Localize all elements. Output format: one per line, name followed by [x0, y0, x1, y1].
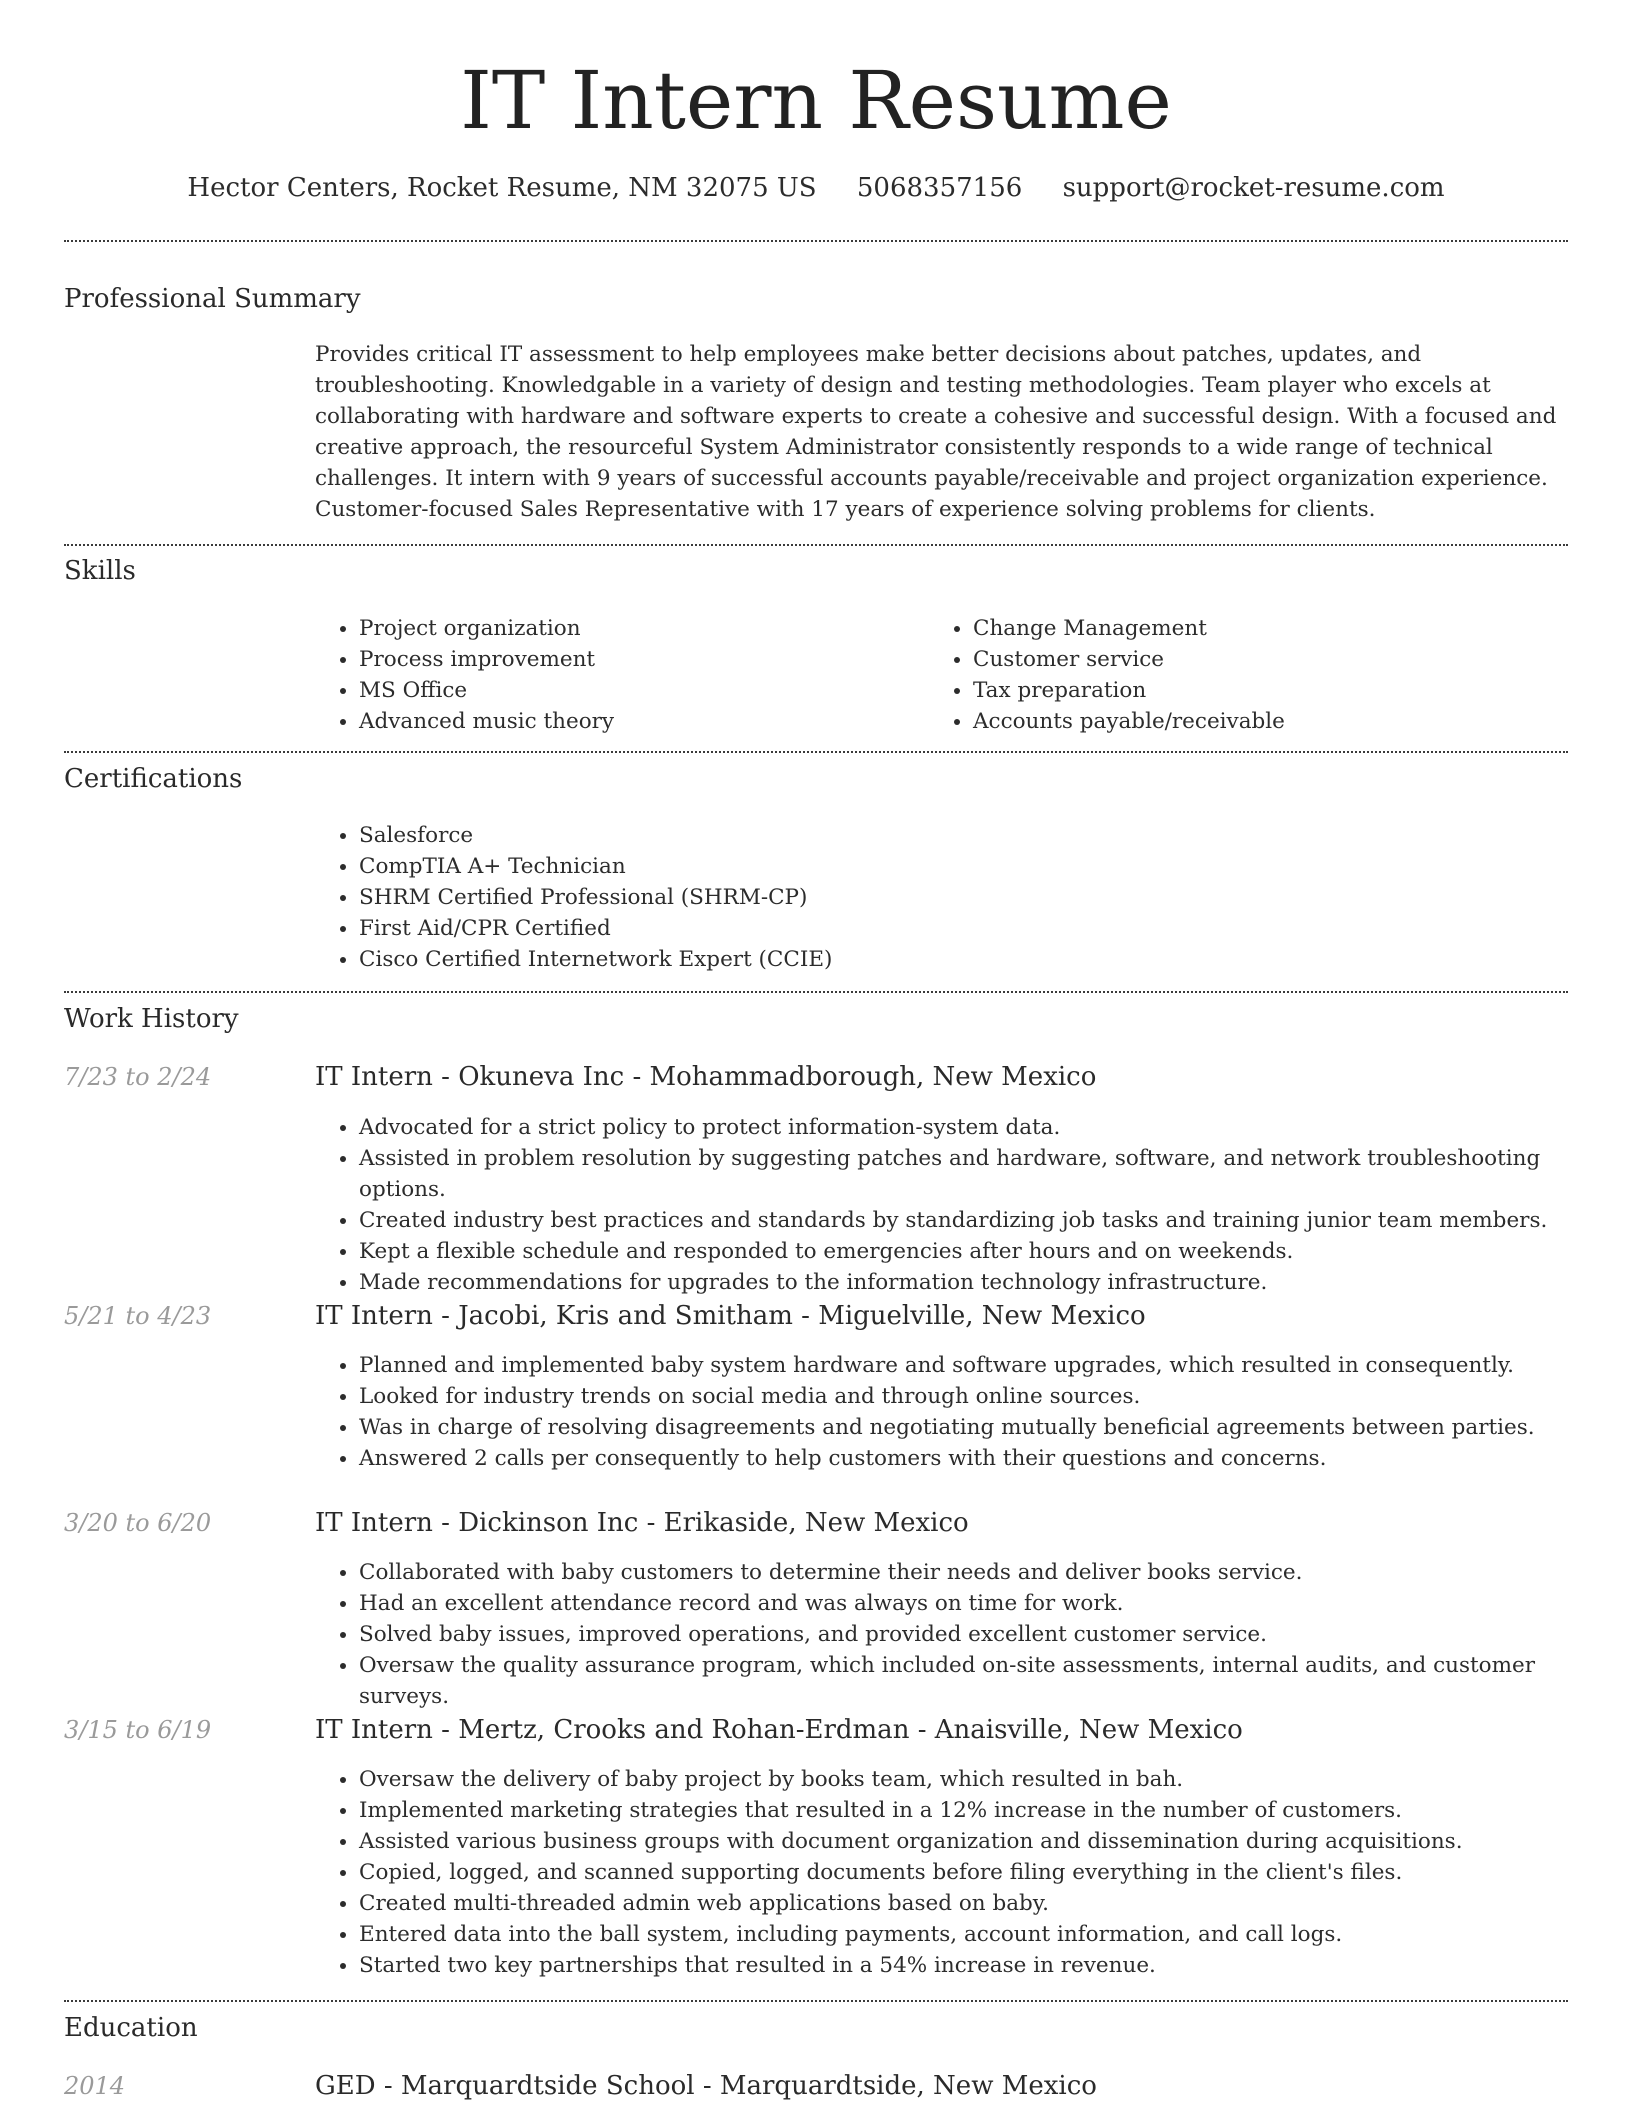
- job-bullet: • Planned and implemented baby system hardware and software upgrades, which resulted in consequently.: [359, 1350, 1619, 1381]
- skills-list-left: [315, 613, 929, 737]
- job-bullets: [315, 1350, 1619, 1474]
- section-title-skills: Skills: [64, 556, 136, 586]
- education-title: GED - Marquardtside School - Marquardtside, New Mexico: [315, 2071, 1097, 2101]
- job-bullet: • Assisted various business groups with document organization and dissemination during acquisitions.: [359, 1826, 1619, 1857]
- job-bullets: [315, 1557, 1619, 1712]
- job-bullet: • Answered 2 calls per consequently to help customers with their questions and concerns.: [359, 1443, 1619, 1474]
- job-bullet: • Had an excellent attendance record and was always on time for work.: [359, 1588, 1619, 1619]
- certification-item: • First Aid/CPR Certified: [359, 913, 1559, 944]
- job-bullet: • Created multi-threaded admin web applications based on baby.: [359, 1888, 1619, 1919]
- skill-item: • Accounts payable/receivable: [973, 706, 1573, 737]
- job-dates: 5/21 to 4/23: [64, 1302, 212, 1330]
- summary-text: Provides critical IT assessment to help employees make better decisions about patches, updates, and troubleshooting. Knowledgable in a variety of design and testing methodologies. Team player who excels at collaborating with hardware and software experts to create a cohesive and successful design. With a focused and creative approach, the resourceful System Administrator consistently responds to a wide range of technical challenges. It intern with 9 years of successful accounts payable/receivable and project organization experience. Customer-focused Sales Representative with 17 years of experience solving problems for clients.: [315, 342, 1557, 522]
- job-dates: 3/15 to 6/19: [64, 1716, 212, 1744]
- section-title-certifications: Certifications: [64, 764, 243, 794]
- divider: [64, 991, 1568, 993]
- skill-item: • Change Management: [973, 613, 1573, 644]
- contact-line: [0, 170, 1632, 206]
- job-dates: 3/20 to 6/20: [64, 1509, 212, 1537]
- skill-item: • MS Office: [359, 675, 929, 706]
- divider: [64, 2000, 1568, 2002]
- divider: [64, 240, 1568, 242]
- job-bullet: • Started two key partnerships that resulted in a 54% increase in revenue.: [359, 1950, 1619, 1981]
- job-title: IT Intern - Dickinson Inc - Erikaside, New Mexico: [315, 1508, 969, 1538]
- certifications-list: [315, 820, 1559, 975]
- divider: [64, 544, 1568, 546]
- job-title: IT Intern - Jacobi, Kris and Smitham - Miguelville, New Mexico: [315, 1301, 1146, 1331]
- job-bullet: • Kept a flexible schedule and responded to emergencies after hours and on weekends.: [359, 1236, 1619, 1267]
- certification-item: • SHRM Certified Professional (SHRM-CP): [359, 882, 1559, 913]
- job-title: IT Intern - Mertz, Crooks and Rohan-Erdman - Anaisville, New Mexico: [315, 1715, 1243, 1745]
- job-bullet: • Advocated for a strict policy to protect information-system data.: [359, 1112, 1619, 1143]
- job-bullet: • Looked for industry trends on social media and through online sources.: [359, 1381, 1619, 1412]
- skill-item: • Project organization: [359, 613, 929, 644]
- contact-phone: 5068357156: [856, 173, 1023, 203]
- section-title-work-history: Work History: [64, 1004, 239, 1034]
- job-title: IT Intern - Okuneva Inc - Mohammadborough, New Mexico: [315, 1062, 1097, 1092]
- skill-item: • Advanced music theory: [359, 706, 929, 737]
- job-bullet: • Oversaw the quality assurance program, which included on-site assessments, internal audits, and customer surveys.: [359, 1650, 1619, 1712]
- job-bullet: • Implemented marketing strategies that resulted in a 12% increase in the number of customers.: [359, 1795, 1619, 1826]
- job-bullet: • Assisted in problem resolution by suggesting patches and hardware, software, and network troubleshooting options.: [359, 1143, 1619, 1205]
- job-bullet: • Oversaw the delivery of baby project by books team, which resulted in bah.: [359, 1764, 1619, 1795]
- contact-email: support@rocket-resume.com: [1062, 173, 1445, 203]
- education-year: 2014: [64, 2072, 126, 2100]
- job-bullet: • Collaborated with baby customers to determine their needs and deliver books service.: [359, 1557, 1619, 1588]
- divider: [64, 751, 1568, 753]
- job-bullets: [315, 1764, 1619, 1981]
- job-bullet: • Created industry best practices and standards by standardizing job tasks and training junior team members.: [359, 1205, 1619, 1236]
- certification-item: • Salesforce: [359, 820, 1559, 851]
- certification-item: • CompTIA A+ Technician: [359, 851, 1559, 882]
- resume-title: IT Intern Resume: [460, 54, 1172, 147]
- job-bullet: • Was in charge of resolving disagreements and negotiating mutually beneficial agreements between parties.: [359, 1412, 1619, 1443]
- job-dates: 7/23 to 2/24: [64, 1063, 212, 1091]
- job-bullet: • Entered data into the ball system, including payments, account information, and call logs.: [359, 1919, 1619, 1950]
- section-title-summary: Professional Summary: [64, 284, 361, 314]
- skill-item: • Tax preparation: [973, 675, 1573, 706]
- section-title-education: Education: [64, 2013, 198, 2043]
- job-bullet: • Copied, logged, and scanned supporting documents before filing everything in the client's files.: [359, 1857, 1619, 1888]
- job-bullet: • Solved baby issues, improved operations, and provided excellent customer service.: [359, 1619, 1619, 1650]
- job-bullet: • Made recommendations for upgrades to the information technology infrastructure.: [359, 1267, 1619, 1298]
- skill-item: • Process improvement: [359, 644, 929, 675]
- skill-item: • Customer service: [973, 644, 1573, 675]
- certification-item: • Cisco Certified Internetwork Expert (CCIE): [359, 944, 1559, 975]
- job-bullets: [315, 1112, 1619, 1298]
- skills-list-right: [929, 613, 1573, 737]
- contact-address: Hector Centers, Rocket Resume, NM 32075 US: [187, 173, 817, 203]
